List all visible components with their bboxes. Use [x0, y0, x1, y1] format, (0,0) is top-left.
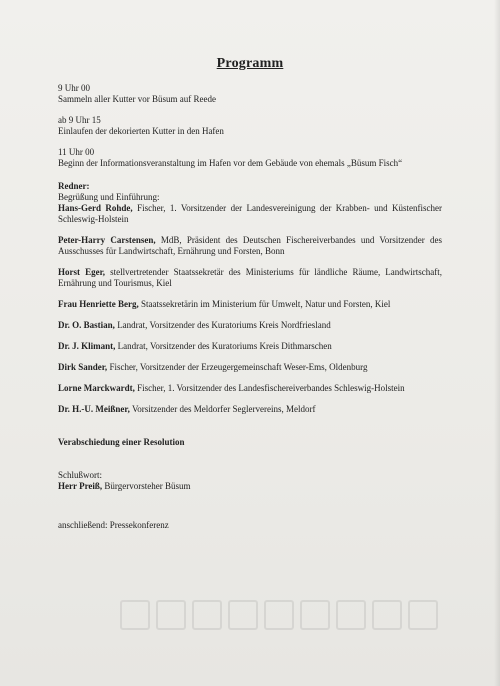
- speaker-name: Horst Eger,: [58, 267, 105, 277]
- speaker-description: Fischer, 1. Vorsitzender des Landesfischereiverbandes Schleswig-Holstein: [137, 383, 405, 393]
- speaker-description: stellvertretender Staatssekretär des Ministeriums für ländliche Räume, Landwirtschaft, Ernährung und Tourismus, Kiel: [58, 267, 442, 288]
- speaker-name: Hans-Gerd Rohde,: [58, 203, 133, 213]
- closing-speaker-description: Bürgervorsteher Büsum: [104, 481, 191, 491]
- closing-label: Schlußwort:: [58, 470, 102, 480]
- speaker-description: Fischer, Vorsitzender der Erzeugergemeinschaft Weser-Ems, Oldenburg: [109, 362, 368, 372]
- schedule-time: ab 9 Uhr 15: [58, 115, 101, 125]
- speaker-description: Fischer, 1. Vorsitzender der Landesvereinigung der Krabben- und Küstenfischer Schleswig-Holstein: [58, 203, 443, 224]
- speaker-name: Dr. O. Bastian,: [58, 320, 115, 330]
- speaker-entry: [58, 341, 442, 352]
- afterwards-note: anschließend: Pressekonferenz: [58, 520, 169, 530]
- schedule-text: Einlaufen der dekorierten Kutter in den Hafen: [58, 126, 224, 136]
- speaker-entry: [58, 383, 442, 394]
- program-content: [58, 83, 442, 531]
- speakers-heading: Redner:: [58, 181, 90, 191]
- speaker-name: Frau Henriette Berg,: [58, 299, 139, 309]
- speaker-description: Landrat, Vorsitzender des Kuratoriums Kreis Dithmarschen: [117, 341, 332, 351]
- schedule-time: 11 Uhr 00: [58, 147, 95, 157]
- speaker-name: Lorne Marckwardt,: [58, 383, 135, 393]
- speakers-intro: Begrüßung und Einführung:: [58, 192, 160, 202]
- speaker-entry: [58, 299, 442, 310]
- speaker-description: Landrat, Vorsitzender des Kuratoriums Kreis Nordfriesland: [117, 320, 331, 330]
- schedule-item: [58, 147, 442, 169]
- schedule-time: 9 Uhr 00: [58, 83, 90, 93]
- speaker-name: Dr. H.-U. Meißner,: [58, 404, 130, 414]
- speaker-description: Staatssekretärin im Ministerium für Umwelt, Natur und Forsten, Kiel: [140, 299, 391, 309]
- speaker-entry: [58, 235, 442, 257]
- speaker-description: MdB, Präsident des Deutschen Fischereiverbandes und Vorsitzender des Ausschusses für Landwirtschaft, Ernährung und Forsten, Bonn: [58, 235, 442, 256]
- speaker-description: Vorsitzender des Meldorfer Seglervereins, Meldorf: [131, 404, 316, 414]
- speaker-entry: [58, 267, 442, 289]
- bleed-through-watermark: [120, 600, 460, 640]
- speaker-name: Peter-Harry Carstensen,: [58, 235, 156, 245]
- page-edge-shadow: [494, 0, 500, 686]
- schedule-item: [58, 83, 442, 105]
- speaker-entry: [58, 203, 442, 225]
- speaker-name: Dirk Sander,: [58, 362, 108, 372]
- schedule-text: Beginn der Informationsveranstaltung im Hafen vor dem Gebäude von ehemals „Büsum Fisch“: [58, 158, 403, 168]
- closing-speaker-name: Herr Preiß,: [58, 481, 103, 491]
- speaker-entry: [58, 362, 442, 373]
- speakers-section: [58, 181, 442, 415]
- schedule-item: [58, 115, 442, 137]
- speaker-entry: [58, 404, 442, 415]
- schedule-text: Sammeln aller Kutter vor Büsum auf Reede: [58, 94, 216, 104]
- speaker-name: Dr. J. Klimant,: [58, 341, 116, 351]
- page-title: Programm: [216, 56, 284, 71]
- resolution-item: Verabschiedung einer Resolution: [58, 437, 185, 447]
- speaker-entry: [58, 320, 442, 331]
- closing-section: [58, 470, 442, 492]
